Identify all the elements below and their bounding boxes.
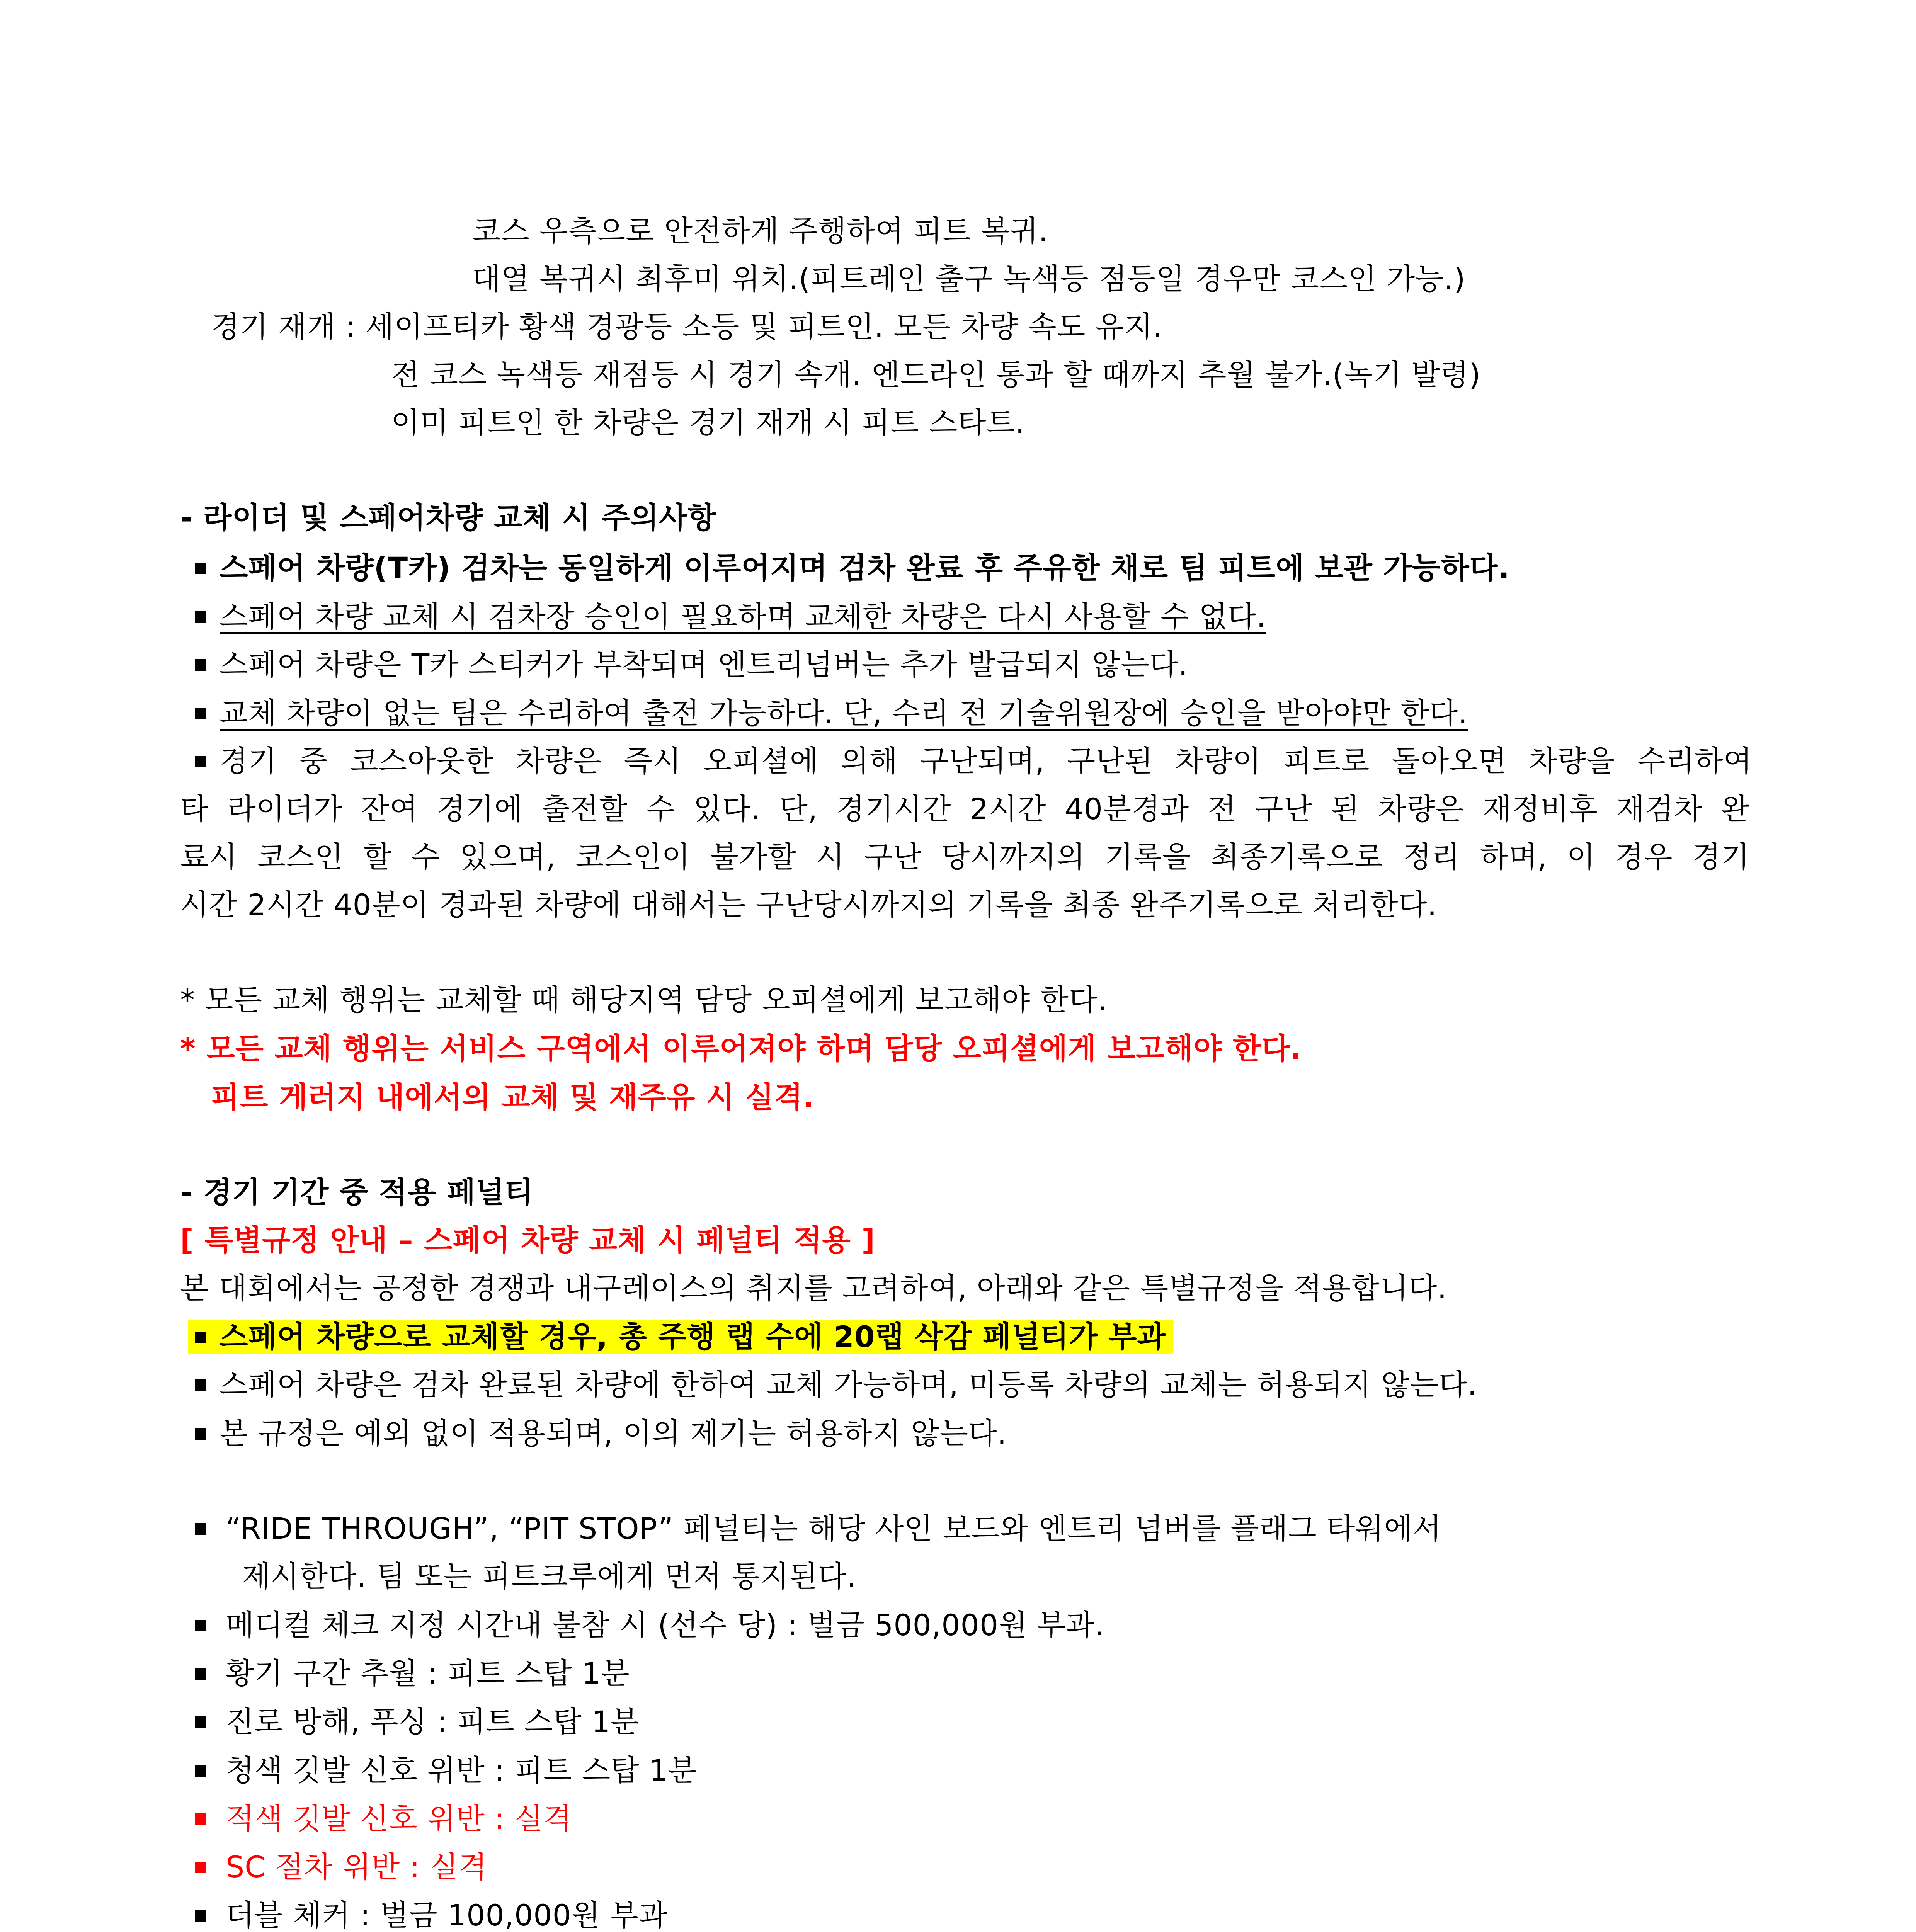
special-rule-highlight-text: 스페어 차량으로 교체할 경우, 총 주행 랩 수에 20랩 삭감 페널티가 부과 bbox=[220, 1320, 1166, 1354]
square-bullet-icon bbox=[195, 708, 206, 719]
penalty-heading: - 경기 기간 중 적용 페널티 bbox=[180, 1175, 533, 1209]
square-bullet-icon bbox=[195, 1428, 206, 1440]
penalty-list-item-text: 청색 깃발 신호 위반 : 피트 스탑 1분 bbox=[226, 1753, 697, 1787]
penalty-list-item bbox=[195, 1702, 640, 1741]
special-rule-bullet-1 bbox=[195, 1366, 1477, 1404]
square-bullet-icon bbox=[195, 1862, 206, 1873]
ride-through-line-2: 제시한다. 팀 또는 피트크루에게 먼저 통지된다. bbox=[242, 1559, 857, 1594]
square-bullet-icon bbox=[195, 1523, 206, 1535]
square-bullet-icon bbox=[195, 611, 206, 623]
restart-line-5: 이미 피트인 한 차량은 경기 재개 시 피트 스타트. bbox=[391, 405, 1025, 440]
penalty-list-item-text: 진로 방해, 푸싱 : 피트 스탑 1분 bbox=[226, 1704, 640, 1739]
penalty-list-item-text: 적색 깃발 신호 위반 : 실격 bbox=[226, 1801, 572, 1836]
restart-line-2: 대열 복귀시 최후미 위치.(피트레인 출구 녹색등 점등일 경우만 코스인 가능.) bbox=[472, 262, 1466, 296]
penalty-list-item-text: 더블 체커 : 벌금 100,000원 부과 bbox=[226, 1898, 668, 1932]
square-bullet-icon bbox=[195, 1910, 206, 1922]
spare-bullet-1 bbox=[195, 549, 1510, 587]
square-bullet-icon bbox=[195, 756, 206, 767]
penalty-list-item bbox=[195, 1654, 630, 1693]
penalty-list-item bbox=[195, 1848, 487, 1886]
special-rule-title: [ 특별규정 안내 – 스페어 차량 교체 시 페널티 적용 ] bbox=[180, 1223, 875, 1257]
spare-paragraph-line-4: 시간 2시간 40분이 경과된 차량에 대해서는 구난당시까지의 기록을 최종 완주기록으로 처리한다. bbox=[180, 888, 1437, 922]
square-bullet-icon bbox=[195, 563, 206, 574]
penalty-list-item-text: SC 절차 위반 : 실격 bbox=[226, 1850, 488, 1884]
spare-paragraph-line-2: 타 라이더가 잔여 경기에 출전할 수 있다. 단, 경기시간 2시간 40분경과 전 구난 된 차량은 재정비후 재검차 완 bbox=[180, 792, 1750, 826]
spare-bullet-2 bbox=[195, 597, 1266, 636]
spare-bullet-2-text: 스페어 차량 교체 시 검차장 승인이 필요하며 교체한 차량은 다시 사용할 수 없다. bbox=[220, 599, 1266, 634]
square-bullet-icon bbox=[195, 1620, 206, 1631]
penalty-list-item bbox=[195, 1799, 572, 1838]
highlight-mark bbox=[188, 1320, 1173, 1354]
spare-bullet-3-text: 스페어 차량은 T카 스티커가 부착되며 엔트리넘버는 추가 발급되지 않는다. bbox=[220, 647, 1188, 682]
special-rule-bullet-1-text: 스페어 차량은 검차 완료된 차량에 한하여 교체 가능하며, 미등록 차량의 교체는 허용되지 않는다. bbox=[220, 1367, 1477, 1402]
special-rule-highlight bbox=[188, 1318, 1173, 1356]
spare-bullet-3 bbox=[195, 645, 1188, 684]
square-bullet-icon bbox=[195, 1668, 206, 1680]
special-rule-intro: 본 대회에서는 공정한 경쟁과 내구레이스의 취지를 고려하여, 아래와 같은 특별규정을 적용합니다. bbox=[180, 1271, 1447, 1305]
note-1: * 모든 교체 행위는 교체할 때 해당지역 담당 오피셜에게 보고해야 한다. bbox=[180, 983, 1108, 1017]
penalty-list-item-text: 메디컬 체크 지정 시간내 불참 시 (선수 당) : 벌금 500,000원 부과. bbox=[226, 1608, 1104, 1642]
restart-line-3: 경기 재개 : 세이프티카 황색 경광등 소등 및 피트인. 모든 차량 속도 유지. bbox=[211, 310, 1163, 344]
spare-bullet-4-text: 교체 차량이 없는 팀은 수리하여 출전 가능하다. 단, 수리 전 기술위원장에 승인을 받아야만 한다. bbox=[220, 696, 1468, 730]
spare-bullet-1-text: 스페어 차량(T카) 검차는 동일하게 이루어지며 검차 완료 후 주유한 채로 팀 피트에 보관 가능하다. bbox=[220, 551, 1510, 585]
square-bullet-icon bbox=[195, 1379, 206, 1391]
note-2: * 모든 교체 행위는 서비스 구역에서 이루어져야 하며 담당 오피셜에게 보고해야 한다. bbox=[180, 1031, 1302, 1066]
spare-paragraph-line-1-text: 경기 중 코스아웃한 차량은 즉시 오피셜에 의해 구난되며, 구난된 차량이 피트로 돌아오면 차량을 수리하여 bbox=[220, 744, 1752, 778]
square-bullet-icon bbox=[195, 1813, 206, 1825]
penalty-list-item bbox=[195, 1606, 1104, 1645]
square-bullet-icon bbox=[195, 659, 206, 671]
square-bullet-icon bbox=[195, 1716, 206, 1728]
ride-through-line-1 bbox=[195, 1509, 1441, 1548]
special-rule-bullet-2-text: 본 규정은 예외 없이 적용되며, 이의 제기는 허용하지 않는다. bbox=[220, 1416, 1007, 1451]
ride-through-line-1-text: “RIDE THROUGH”, “PIT STOP” 페널티는 해당 사인 보드와 엔트리 넘버를 플래그 타워에서 bbox=[226, 1511, 1442, 1546]
spare-heading: - 라이더 및 스페어차량 교체 시 주의사항 bbox=[180, 500, 716, 535]
square-bullet-icon bbox=[195, 1332, 206, 1343]
restart-line-1: 코스 우측으로 안전하게 주행하여 피트 복귀. bbox=[472, 214, 1048, 248]
special-rule-bullet-2 bbox=[195, 1414, 1007, 1453]
spare-paragraph-line-3: 료시 코스인 할 수 있으며, 코스인이 불가할 시 구난 당시까지의 기록을 최종기록으로 정리 하며, 이 경우 경기 bbox=[180, 840, 1750, 874]
spare-paragraph-line-1 bbox=[195, 742, 1752, 781]
spare-bullet-4 bbox=[195, 694, 1468, 733]
note-3: 피트 게러지 내에서의 교체 및 재주유 시 실격. bbox=[211, 1080, 815, 1114]
penalty-list-item bbox=[195, 1896, 667, 1932]
penalty-list-item-text: 황기 구간 추월 : 피트 스탑 1분 bbox=[226, 1656, 630, 1690]
square-bullet-icon bbox=[195, 1765, 206, 1777]
restart-line-4: 전 코스 녹색등 재점등 시 경기 속개. 엔드라인 통과 할 때까지 추월 불가.(녹기 발령) bbox=[391, 357, 1481, 392]
penalty-list-item bbox=[195, 1751, 697, 1790]
